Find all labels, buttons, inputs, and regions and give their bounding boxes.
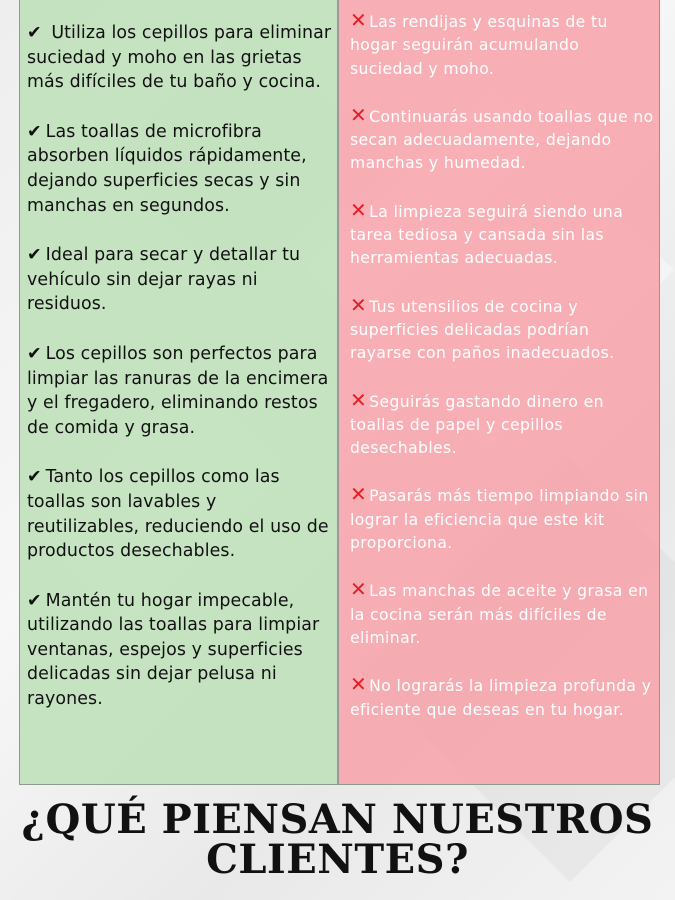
benefit-item xyxy=(27,21,333,95)
benefit-text: Los cepillos son perfectos para limpiar las ranuras de la encimera y el fregadero, eliminando restos de comida y grasa. xyxy=(27,343,329,438)
drawbacks-column xyxy=(339,0,659,784)
drawback-item xyxy=(350,294,655,366)
comparison-panel xyxy=(19,0,660,785)
benefit-text: Mantén tu hogar impecable, utilizando las toallas para limpiar ventanas, espejos y superficies delicadas sin dejar pelusa ni rayones. xyxy=(27,590,320,710)
drawback-text: Continuarás usando toallas que no secan adecuadamente, dejando manchas y humedad. xyxy=(350,107,654,173)
check-icon: ✔ xyxy=(27,23,42,43)
drawback-item xyxy=(350,9,655,81)
section-heading xyxy=(0,796,675,883)
drawback-item xyxy=(350,389,655,461)
heading-line-2: CLIENTES? xyxy=(206,836,469,883)
benefit-item xyxy=(27,589,333,712)
cross-icon: ✕ xyxy=(350,387,368,412)
drawback-item xyxy=(350,483,655,555)
cross-icon: ✕ xyxy=(350,197,368,222)
cross-icon: ✕ xyxy=(350,672,368,697)
check-icon: ✔ xyxy=(27,121,42,142)
benefit-item xyxy=(27,342,333,440)
drawback-item xyxy=(350,199,655,271)
benefit-item xyxy=(27,243,333,317)
drawback-text: Pasarás más tiempo limpiando sin lograr la eficiencia que este kit proporciona. xyxy=(350,487,649,553)
cross-icon: ✕ xyxy=(350,482,368,507)
drawback-text: Las rendijas y esquinas de tu hogar seguirán acumulando suciedad y moho. xyxy=(350,13,608,78)
cross-icon: ✕ xyxy=(350,292,368,317)
benefit-text: Utiliza los cepillos para eliminar suciedad y moho en las grietas más difíciles de tu baño y cocina. xyxy=(27,23,332,93)
drawback-item xyxy=(350,104,655,176)
cross-icon: ✕ xyxy=(350,8,368,32)
check-icon: ✔ xyxy=(27,245,42,266)
cross-icon: ✕ xyxy=(350,577,368,602)
drawback-text: No lograrás la limpieza profunda y eficiente que deseas en tu hogar. xyxy=(350,677,652,719)
heading-line-1: ¿QUÉ PIENSAN NUESTROS xyxy=(21,796,654,843)
benefit-item xyxy=(27,465,333,563)
drawback-text: La limpieza seguirá siendo una tarea tediosa y cansada sin las herramientas adecuadas. xyxy=(350,202,624,268)
drawback-text: Seguirás gastando dinero en toallas de papel y cepillos desechables. xyxy=(350,392,604,458)
drawback-text: Tus utensilios de cocina y superficies delicadas podrían rayarse con paños inadecuados. xyxy=(350,297,615,363)
benefit-item xyxy=(27,120,333,218)
benefit-text: Tanto los cepillos como las toallas son lavables y reutilizables, reduciendo el uso de productos desechables. xyxy=(27,467,329,562)
drawback-item xyxy=(350,578,655,650)
check-icon: ✔ xyxy=(27,467,42,488)
check-icon: ✔ xyxy=(27,343,42,364)
benefit-text: Ideal para secar y detallar tu vehículo sin dejar rayas ni residuos. xyxy=(27,245,301,315)
benefit-text: Las toallas de microfibra absorben líquidos rápidamente, dejando superficies secas y sin manchas en segundos. xyxy=(27,121,307,216)
check-icon: ✔ xyxy=(27,590,42,611)
drawback-text: Las manchas de aceite y grasa en la cocina serán más difíciles de eliminar. xyxy=(350,582,649,647)
benefits-column xyxy=(20,0,339,784)
cross-icon: ✕ xyxy=(350,102,368,127)
drawback-item xyxy=(350,673,655,722)
